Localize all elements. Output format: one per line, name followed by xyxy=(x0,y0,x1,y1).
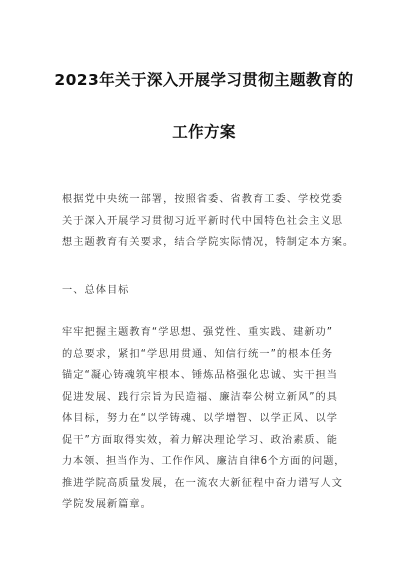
body-line: 牢牢把握主题教育“学思想、强党性、重实践、建新功” xyxy=(62,327,334,338)
body-line: 促进发展、践行宗旨为民造福、廉洁奉公树立新风”的具 xyxy=(62,391,339,403)
body-line: 促干”方面取得实效，着力解决理论学习、政治素质、能 xyxy=(62,434,339,446)
body-line: 体目标，努力在“以学铸魂、以学增智、以学正风、以学 xyxy=(62,413,339,424)
body-line: 推进学院高质量发展，在一流农大新征程中奋力谱写人文 xyxy=(62,477,343,489)
body-line: 学院发展新篇章。 xyxy=(62,499,152,510)
intro-line: 想主题教育有关要求，结合学院实际情况，特制定本方案。 xyxy=(62,237,355,248)
section-heading: 一、总体目标 xyxy=(62,285,130,296)
intro-line: 根据党中央统一部署，按照省委、省教育工委、学校党委 xyxy=(62,194,343,205)
document-title-line-2: 工作方案 xyxy=(172,123,236,141)
intro-paragraph xyxy=(62,189,362,254)
body-line: 锚定“凝心铸魂筑牢根本、锤炼品格强化忠诚、实干担当 xyxy=(62,370,339,381)
body-paragraph xyxy=(62,322,362,516)
body-line: 力本领、担当作为、工作作风、廉洁自律6个方面的问题， xyxy=(62,456,346,467)
body-line: 的总要求，紧扣“学思用贯通、知信行统一”的根本任务 xyxy=(62,348,334,360)
document-title-line-1: 2023年关于深入开展学习贯彻主题教育的 xyxy=(54,71,354,89)
intro-line: 关于深入开展学习贯彻习近平新时代中国特色社会主义思 xyxy=(62,215,343,227)
